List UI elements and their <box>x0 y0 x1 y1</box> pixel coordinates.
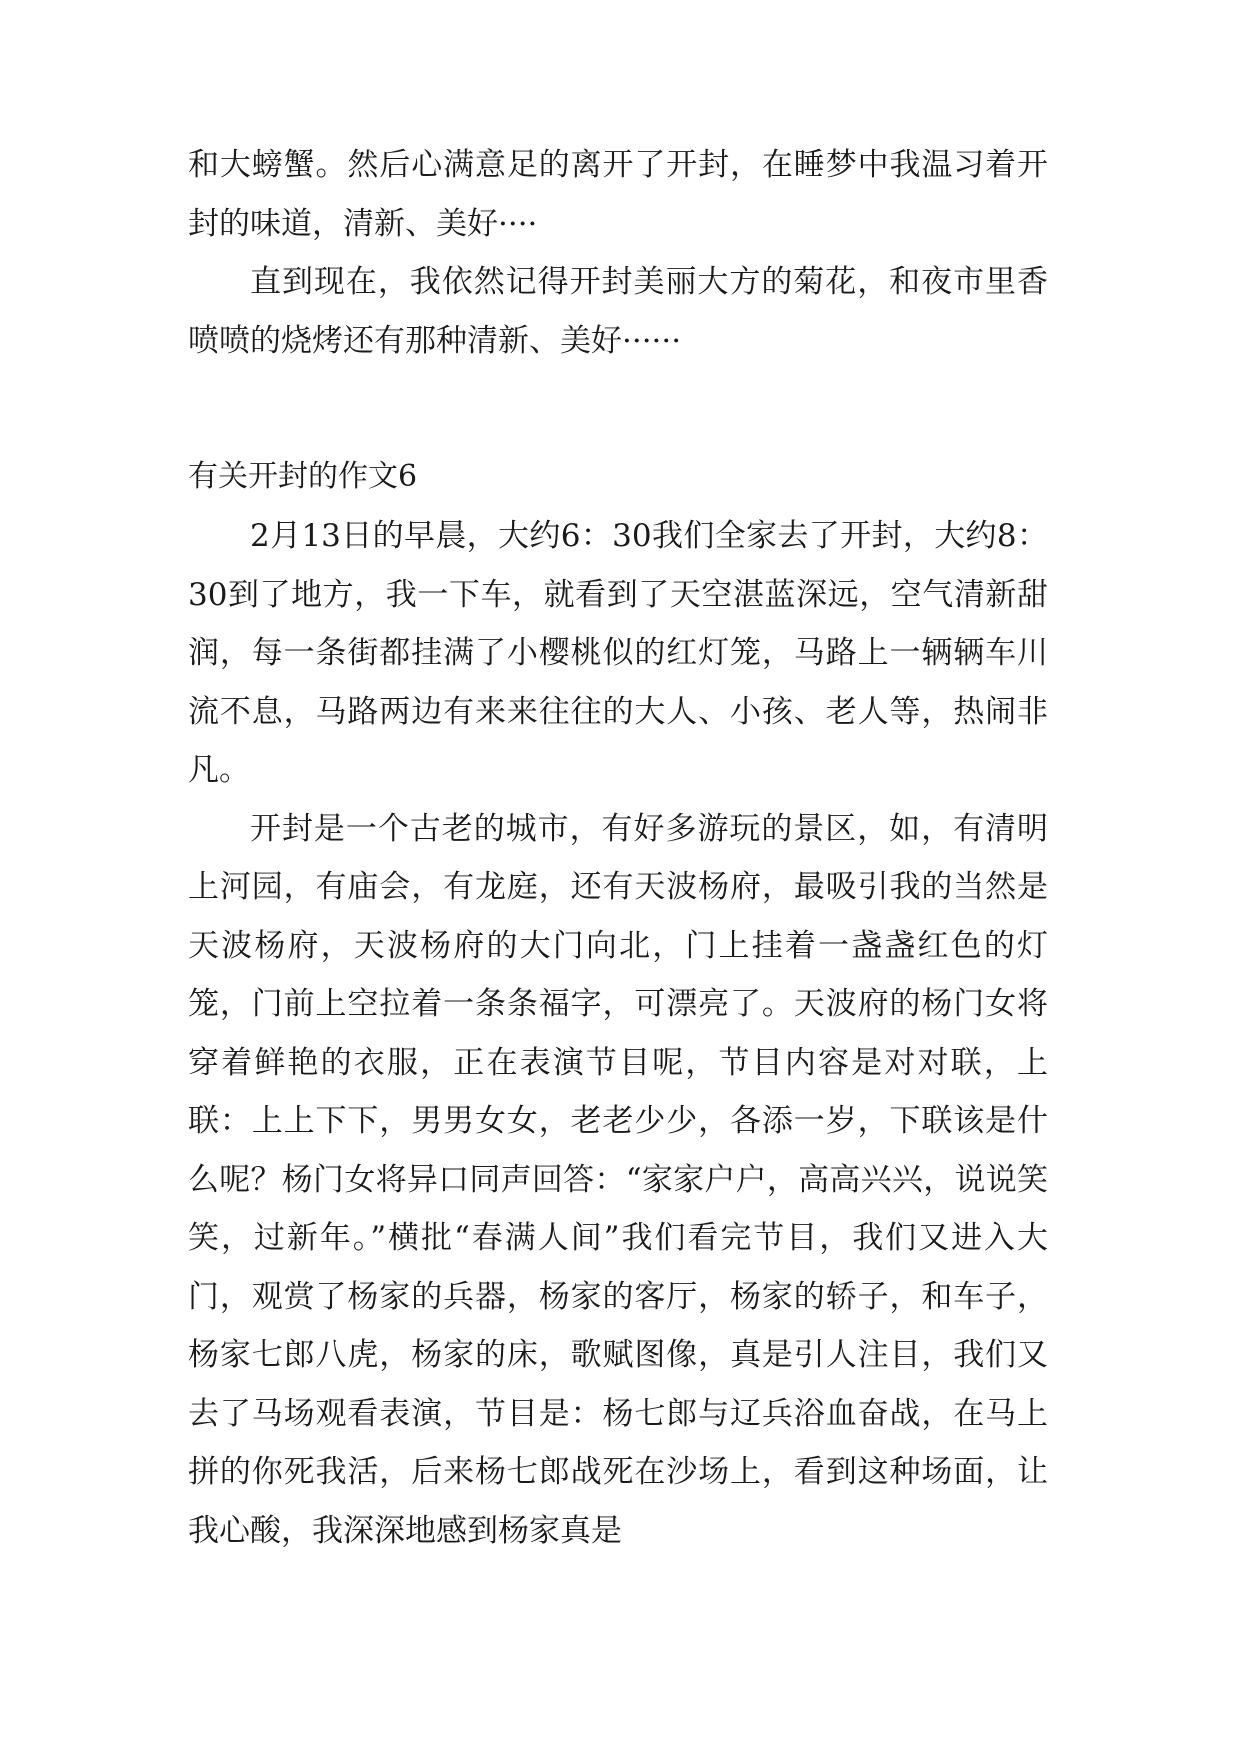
top-section <box>188 136 1048 370</box>
paragraph-continued: 和大螃蟹。然后心满意足的离开了开封，在睡梦中我温习着开封的味道，清新、美好···· <box>188 147 1048 242</box>
paragraph: 直到现在，我依然记得开封美丽大方的菊花，和夜市里香喷喷的烧烤还有那种清新、美好······ <box>188 264 1048 359</box>
main-section <box>188 507 1048 1560</box>
paragraph: 2月13日的早晨，大约6：30我们全家去了开封，大约8：30到了地方，我一下车，就看到了天空湛蓝深远，空气清新甜润，每一条街都挂满了小樱桃似的红灯笼，马路上一辆辆车川流不息，马路两边有来来往往的大人、小孩、老人等，热闹非凡。 <box>188 518 1048 788</box>
paragraph: 开封是一个古老的城市，有好多游玩的景区，如，有清明上河园，有庙会，有龙庭，还有天波杨府，最吸引我的当然是天波杨府，天波杨府的大门向北，门上挂着一盏盏红色的灯笼，门前上空拉着一条条福字，可漂亮了。天波府的杨门女将穿着鲜艳的衣服，正在表演节目呢，节目内容是对对联，上联：上上下下，男男女女，老老少少，各添一岁，下联该是什么呢？杨门女将异口同声回答：“家家户户，高高兴兴，说说笑笑，过新年。”横批“春满人间”我们看完节目，我们又进入大门，观赏了杨家的兵器，杨家的客厅，杨家的轿子，和车子，杨家七郎八虎，杨家的床，歌赋图像，真是引人注目，我们又去了马场观看表演，节目是：杨七郎与辽兵浴血奋战，在马上拼的你死我活，后来杨七郎战死在沙场上，看到这种场面，让我心酸，我深深地感到杨家真是 <box>188 810 1048 1549</box>
section-heading: 有关开封的作文6 <box>188 459 418 494</box>
